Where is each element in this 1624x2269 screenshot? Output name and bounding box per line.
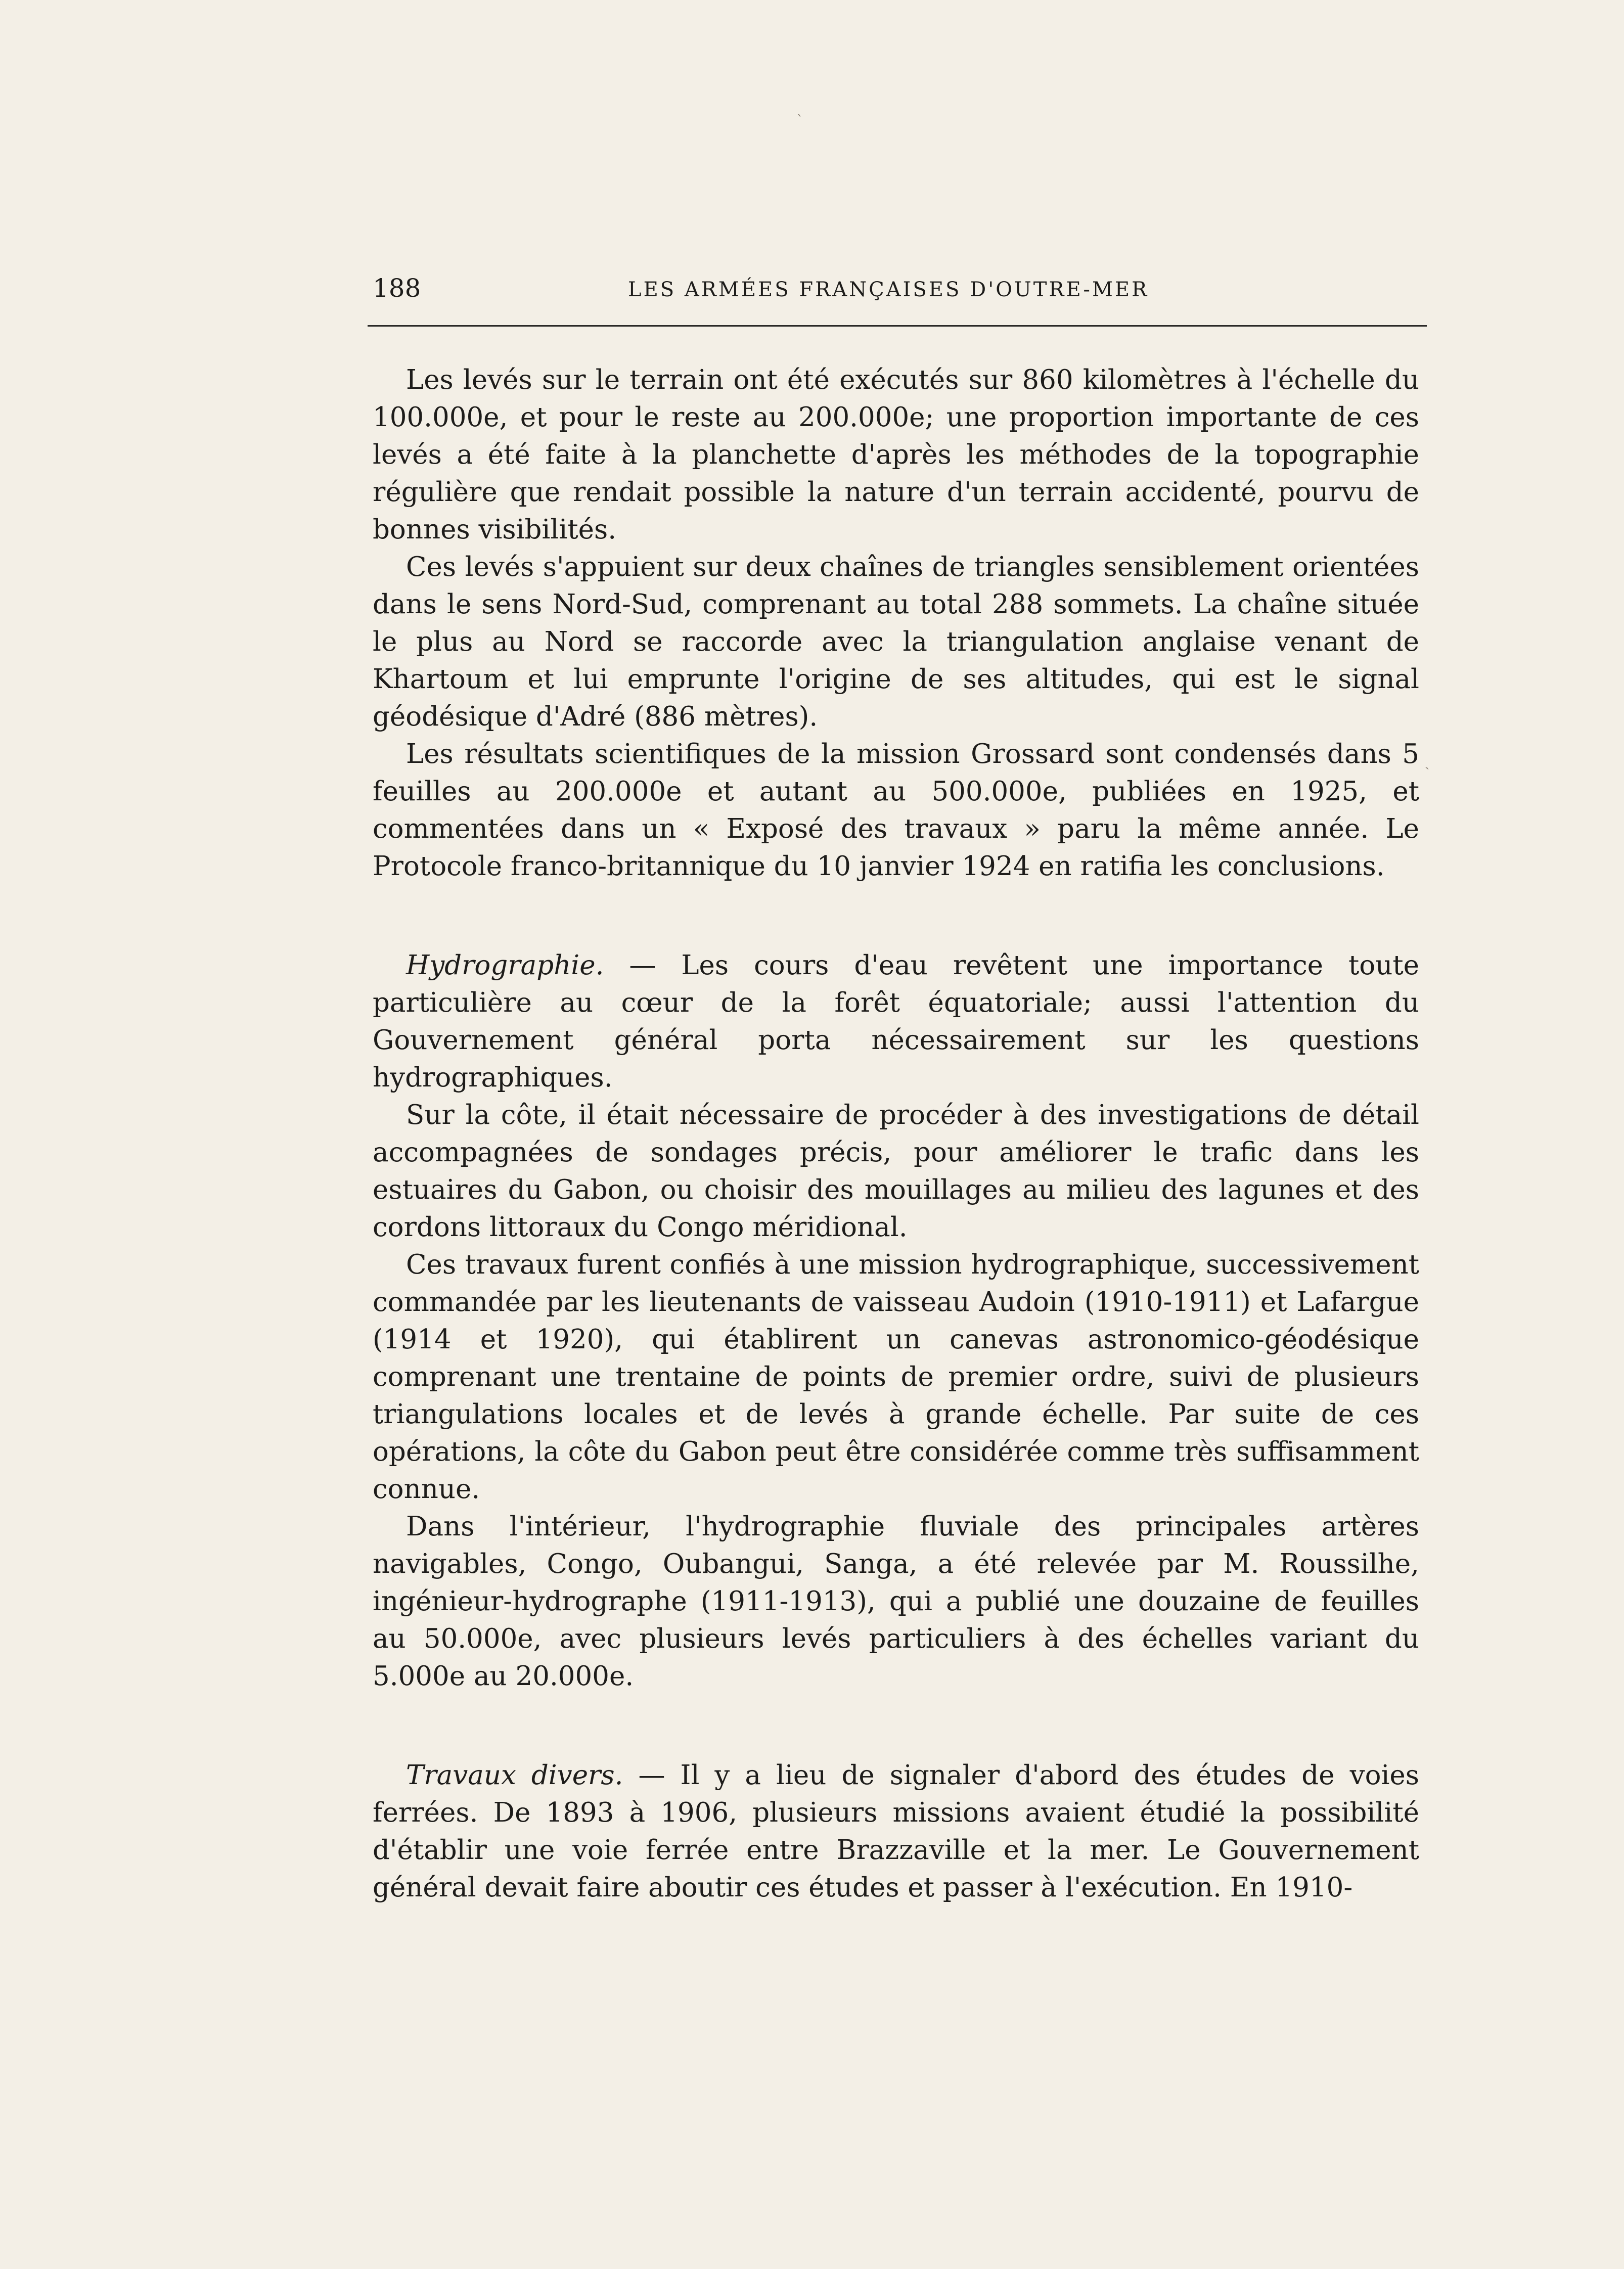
margin-mark-top: ` bbox=[796, 112, 803, 129]
paragraph-cote: Sur la côte, il était nécessaire de procéder à des investigations de détail accompagnées de sondages précis, pour améliorer le trafic dans les estuaires du Gabon, ou choisir des mouillages au milieu des lagunes et des cordons littoraux du Congo méridional. bbox=[373, 1100, 1419, 1243]
paragraph-leves: Les levés sur le terrain ont été exécutés sur 860 kilomètres à l'échelle du 100.000e, et pour le reste au 200.000e; une proportion importante de ces levés a été faite à la planchette d'après les méthodes de la topographie régulière que rendait possible la nature d'un terrain accidenté, pourvu de bonnes visibilités. bbox=[373, 365, 1419, 545]
section-title-travaux-divers: Travaux divers. bbox=[406, 1760, 623, 1791]
hydrographie-lead-paragraph bbox=[373, 947, 1419, 1097]
travaux-lead-paragraph bbox=[373, 1757, 1419, 1907]
section-hydrographie bbox=[373, 947, 1419, 1695]
page-header bbox=[373, 273, 1429, 308]
hydrographie-lead: — Les cours d'eau revêtent une importance toute particulière au cœur de la forêt équatoriale; aussi l'attention du Gouvernement général porta nécessairement sur les questions hydrographiques. bbox=[373, 950, 1419, 1093]
page-number: 188 bbox=[373, 274, 421, 303]
page-body bbox=[373, 361, 1419, 1907]
section-title-hydrographie: Hydrographie. bbox=[406, 950, 604, 981]
paragraph-interieur: Dans l'intérieur, l'hydrographie fluviale des principales artères navigables, Congo, Oubangui, Sanga, a été relevée par M. Roussilhe, ingénieur-hydrographe (1911-1913), qui a publié une douzaine de feuilles au 50.000e, avec plusieurs levés particuliers à des échelles variant du 5.000e au 20.000e. bbox=[373, 1511, 1419, 1692]
section-travaux-divers bbox=[373, 1757, 1419, 1907]
paragraph-triangles: Ces levés s'appuient sur deux chaînes de triangles sensiblement orientées dans le sens Nord-Sud, comprenant au total 288 sommets. La chaîne située le plus au Nord se raccorde avec la triangulation anglaise venant de Khartoum et lui emprunte l'origine de ses altitudes, qui est le signal géodésique d'Adré (886 mètres). bbox=[373, 552, 1419, 732]
paragraph-resultats: Les résultats scientifiques de la mission Grossard sont condensés dans 5 feuilles au 200.000e et autant au 500.000e, publiées en 1925, et commentées dans un « Exposé des travaux » paru la même année. Le Protocole franco-britannique du 10 janvier 1924 en ratifia les conclusions. bbox=[373, 739, 1419, 882]
margin-mark-side: ˏ bbox=[1425, 753, 1430, 770]
running-title: LES ARMÉES FRANÇAISES D'OUTRE-MER bbox=[628, 278, 1149, 301]
travaux-lead: — Il y a lieu de signaler d'abord des études de voies ferrées. De 1893 à 1906, plusieurs missions avaient étudié la possibilité d'établir une voie ferrée entre Brazzaville et la mer. Le Gouvernement général devait faire aboutir ces études et passer à l'exécution. En 1910- bbox=[373, 1760, 1419, 1903]
header-rule bbox=[368, 325, 1427, 327]
paragraph-mission-hydrographique: Ces travaux furent confiés à une mission hydrographique, successivement commandée par les lieutenants de vaisseau Audoin (1910-1911) et Lafargue (1914 et 1920), qui établirent un canevas astronomico-géodésique comprenant une trentaine de points de premier ordre, suivi de plusieurs triangulations locales et de levés à grande échelle. Par suite de ces opérations, la côte du Gabon peut être considérée comme très suffisamment connue. bbox=[373, 1249, 1419, 1505]
